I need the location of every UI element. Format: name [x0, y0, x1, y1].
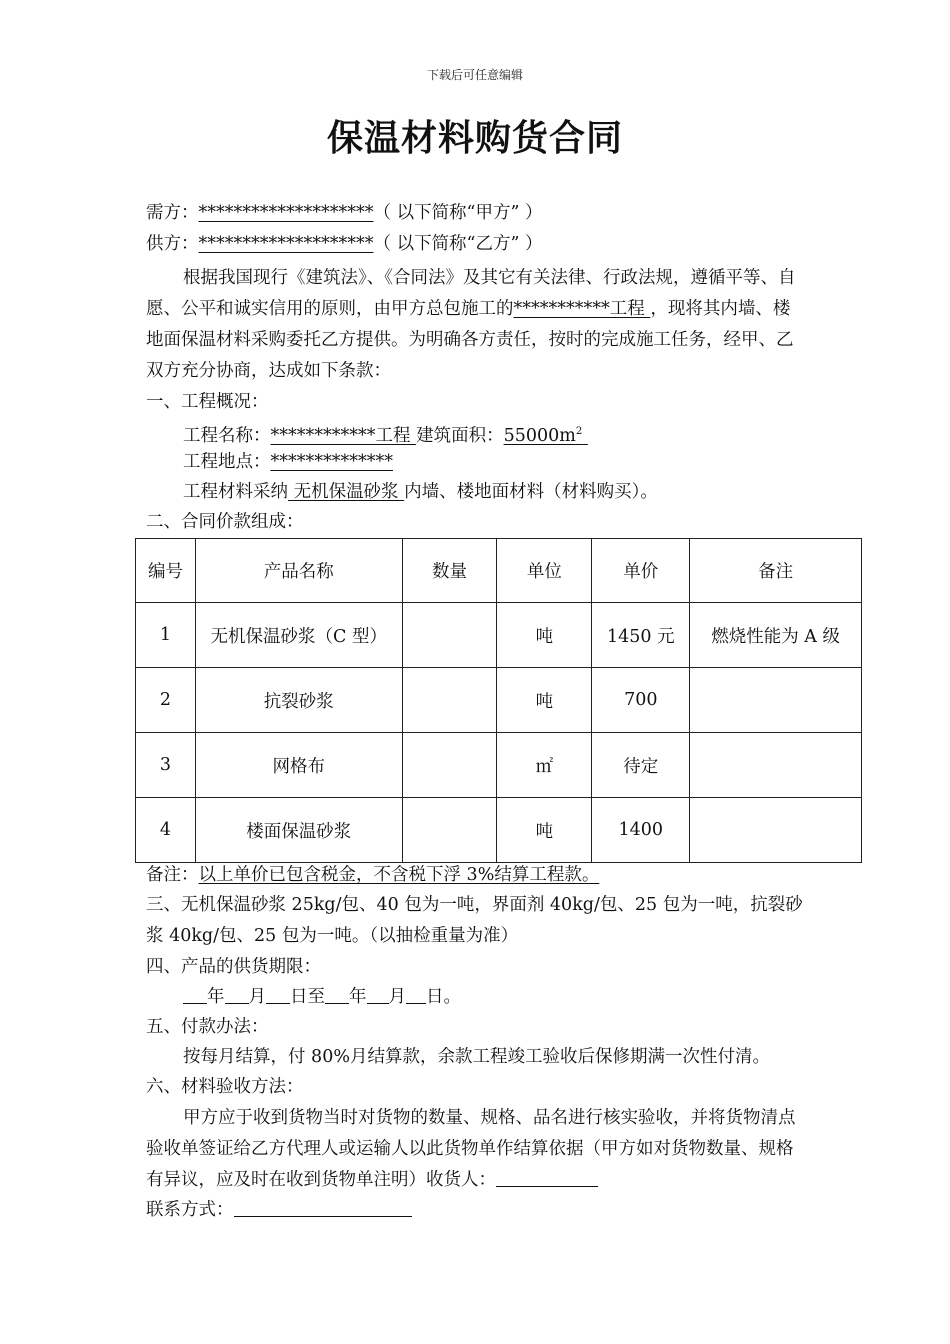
section5-heading: 五、付款办法： [146, 1017, 269, 1037]
buyer-note: （ 以下简称“甲方” ） [373, 203, 543, 223]
area-label: 建筑面积： [416, 425, 504, 446]
cell-unit: 吨 [497, 668, 592, 733]
section3-paragraph: 三、无机保温砂浆 25kg/包、40 包为一吨，界面剂 40kg/包、25 包为一吨，抗裂砂浆 40kg/包、25 包为一吨。（以抽检重量为准） [146, 895, 803, 946]
material-prefix: 工程材料采纳 [183, 482, 288, 502]
project-location-line [183, 447, 393, 477]
year-label: 年 [207, 987, 225, 1007]
contact-blank[interactable] [234, 1198, 412, 1217]
cell-no: 3 [136, 733, 196, 798]
section4-heading: 四、产品的供货期限： [146, 957, 321, 977]
supply-period-line [183, 982, 461, 1012]
area-superscript: 2 [575, 426, 583, 437]
cell-name: 抗裂砂浆 [195, 668, 402, 733]
year2-label: 年 [349, 987, 367, 1007]
cell-qty [402, 668, 497, 733]
column-header-unit: 单位 [497, 539, 592, 603]
buyer-name: ******************** [198, 203, 374, 223]
material-value: 无机保温砂浆 [288, 482, 405, 502]
document-title: 保温材料购货合同 [326, 118, 623, 159]
column-header-remark: 备注 [690, 539, 862, 603]
cell-price: 待定 [592, 733, 690, 798]
table-row [136, 668, 862, 733]
day-end-label: 日。 [426, 987, 461, 1007]
table-row [136, 733, 862, 798]
seller-label: 供方： [146, 234, 199, 254]
payment-text: 按每月结算，付 80%月结算款，余款工程竣工验收后保修期满一次性付清。 [183, 1047, 770, 1067]
project-name-value: ************工程 [270, 425, 417, 446]
year-blank[interactable] [183, 985, 207, 1004]
month-label: 月 [248, 987, 266, 1007]
cell-name: 无机保温砂浆（C 型） [195, 603, 402, 668]
price-note-line [146, 860, 599, 890]
cell-remark [690, 798, 862, 863]
section1-heading: 一、工程概况： [146, 392, 269, 412]
column-header-name: 产品名称 [195, 539, 402, 603]
cell-qty [402, 733, 497, 798]
cell-price: 1400 [592, 798, 690, 863]
price-note-text: 以上单价已包含税金，不含税下浮 3%结算工程款。 [198, 865, 600, 885]
buyer-label: 需方： [146, 203, 199, 223]
contact-label: 联系方式： [146, 1200, 234, 1220]
cell-remark [690, 668, 862, 733]
column-header-no: 编号 [136, 539, 196, 603]
contact-line [146, 1195, 412, 1225]
table-row [136, 603, 862, 668]
month2-label: 月 [388, 987, 406, 1007]
month-blank[interactable] [225, 985, 249, 1004]
day2-blank[interactable] [406, 985, 426, 1004]
seller-line [146, 229, 543, 259]
intro-project-ref: ***********工程 [513, 299, 651, 319]
cell-remark [690, 733, 862, 798]
project-name-label: 工程名称： [183, 425, 271, 446]
section2-heading: 二、合同价款组成： [146, 512, 304, 532]
material-suffix: 内墙、楼地面材料（材料购买）。 [404, 482, 658, 502]
cell-name: 网格布 [195, 733, 402, 798]
receiver-blank[interactable] [496, 1168, 598, 1187]
cell-qty [402, 603, 497, 668]
intro-paragraph [146, 263, 806, 387]
area-number: 55000m [503, 425, 576, 446]
cell-price: 1450 元 [592, 603, 690, 668]
table-header-row [136, 539, 862, 603]
cell-no: 4 [136, 798, 196, 863]
cell-name: 楼面保温砂浆 [195, 798, 402, 863]
material-line [183, 477, 658, 507]
location-label: 工程地点： [183, 452, 271, 472]
column-header-price: 单价 [592, 539, 690, 603]
cell-no: 2 [136, 668, 196, 733]
intro-part1: 根据我国现行《建筑法》、《合同法》及其它有关法律、行政法规，遵循平等、自愿、公平和诚实信用的原则，由甲方总包施工的 [146, 268, 796, 319]
header-note: 下载后可任意编辑 [426, 68, 523, 82]
acceptance-text: 甲方应于收到货物当时对货物的数量、规格、品名进行核实验收，并将货物清点验收单签证给乙方代理人或运输人以此货物单作结算依据（甲方如对货物数量、规格有异议，应及时在收到货物单注明）收货人： [146, 1108, 796, 1190]
table-row [136, 798, 862, 863]
cell-qty [402, 798, 497, 863]
year2-blank[interactable] [325, 985, 349, 1004]
intro-part2: ，现将其内墙、楼地面保温材料采购委托乙方提供。为明确各方责任，按时的完成施工任务，经甲、乙双方充分协商，达成如下条款： [146, 299, 794, 381]
day-blank[interactable] [266, 985, 290, 1004]
cell-unit: 吨 [497, 798, 592, 863]
location-value: ************** [270, 452, 393, 472]
cell-remark: 燃烧性能为 A 级 [690, 603, 862, 668]
price-table [135, 538, 862, 863]
area-value [504, 426, 588, 446]
seller-note: （ 以下简称“乙方” ） [373, 234, 543, 254]
day-to-label: 日至 [290, 987, 325, 1007]
column-header-qty: 数量 [402, 539, 497, 603]
project-name-line [183, 417, 588, 451]
cell-unit: 吨 [497, 603, 592, 668]
buyer-line [146, 198, 543, 228]
month2-blank[interactable] [367, 985, 389, 1004]
price-note-label: 备注： [146, 865, 199, 885]
cell-unit: ㎡ [497, 733, 592, 798]
cell-price: 700 [592, 668, 690, 733]
section6-heading: 六、材料验收方法： [146, 1077, 304, 1097]
section6-paragraph [146, 1103, 806, 1196]
cell-no: 1 [136, 603, 196, 668]
seller-name: ******************** [198, 234, 374, 254]
